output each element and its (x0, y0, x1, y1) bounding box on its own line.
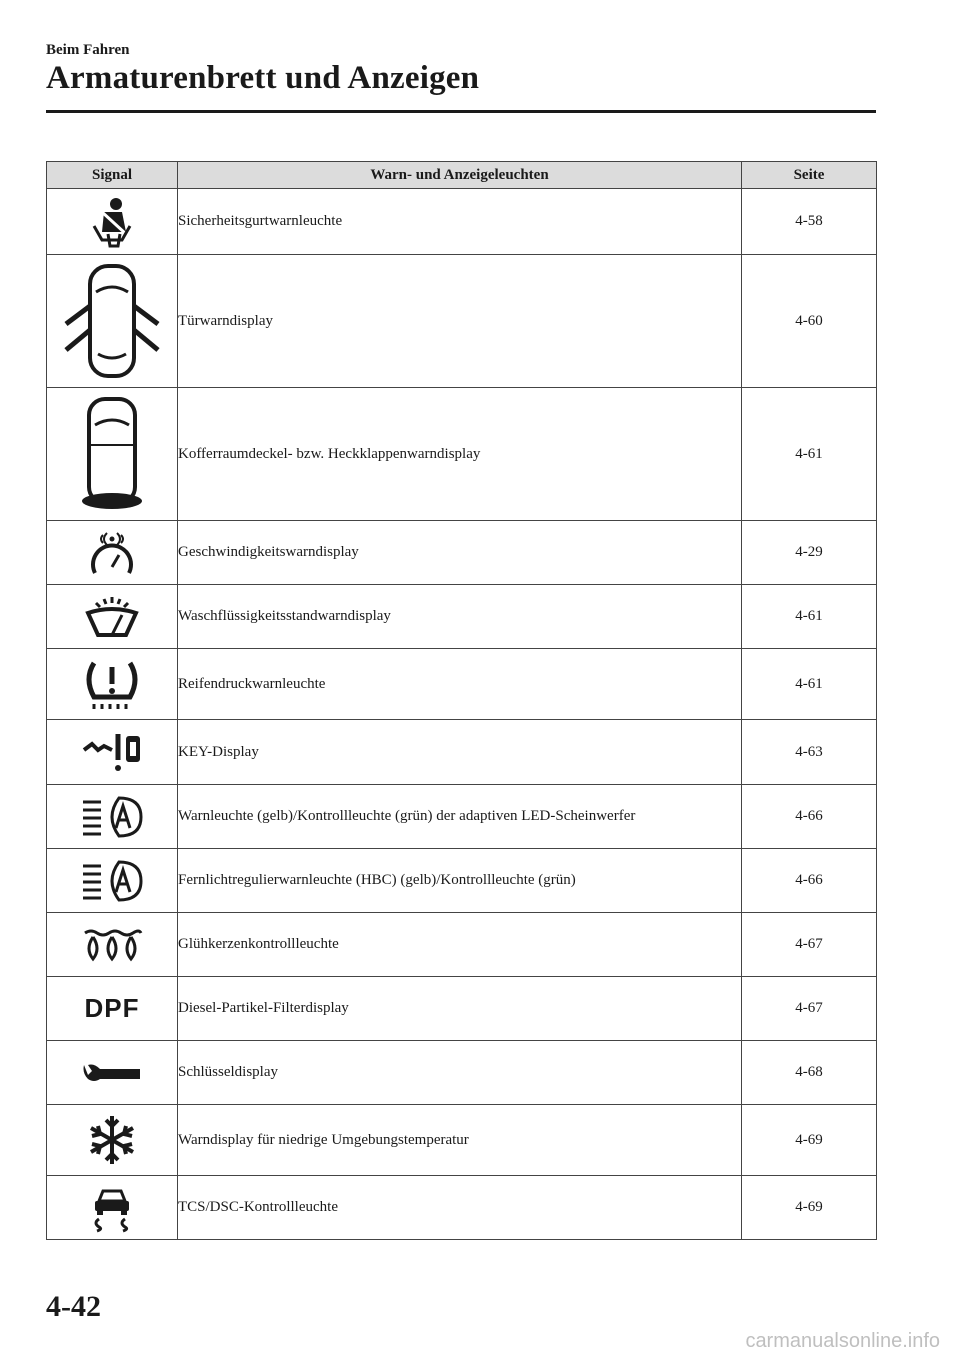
table-row (47, 977, 877, 1041)
column-header-signal: Signal (47, 162, 178, 189)
wrench-icon (80, 1057, 144, 1089)
light-name: Reifendruckwarnleuchte (178, 649, 742, 720)
page-reference: 4-61 (742, 649, 877, 720)
adaptive-headlight-icon (79, 794, 145, 840)
table-row (47, 189, 877, 255)
page-reference: 4-69 (742, 1105, 877, 1176)
light-name: Schlüsseldisplay (178, 1041, 742, 1105)
light-name: Türwarndisplay (178, 255, 742, 388)
page-reference: 4-61 (742, 585, 877, 649)
table-row (47, 649, 877, 720)
table-row (47, 1105, 877, 1176)
signal-cell (47, 1105, 178, 1176)
table-row (47, 255, 877, 388)
page-reference: 4-61 (742, 388, 877, 521)
glow-plug-icon (79, 925, 145, 965)
seatbelt-icon (82, 196, 142, 248)
signal-cell (47, 1041, 178, 1105)
page-reference: 4-66 (742, 785, 877, 849)
page-reference: 4-60 (742, 255, 877, 388)
page-reference: 4-66 (742, 849, 877, 913)
page-reference: 4-29 (742, 521, 877, 585)
table-row (47, 1041, 877, 1105)
signal-cell (47, 649, 178, 720)
page-reference: 4-68 (742, 1041, 877, 1105)
light-name: Warndisplay für niedrige Umgebungstemperatur (178, 1105, 742, 1176)
light-name: Sicherheitsgurtwarnleuchte (178, 189, 742, 255)
table-row (47, 785, 877, 849)
trunk-open-icon (77, 395, 147, 513)
table-row (47, 585, 877, 649)
speed-warning-icon (87, 527, 137, 579)
page-reference: 4-67 (742, 977, 877, 1041)
table-header-row (47, 162, 877, 189)
door-open-icon (60, 262, 164, 380)
table-row (47, 1176, 877, 1240)
table-row (47, 720, 877, 785)
title-rule (46, 110, 876, 113)
light-name: Kofferraumdeckel- bzw. Heckklappenwarndisplay (178, 388, 742, 521)
hbc-headlight-icon (79, 858, 145, 904)
section-label: Beim Fahren (46, 42, 130, 58)
traction-control-icon (87, 1183, 137, 1233)
washer-fluid-icon (82, 593, 142, 641)
light-name: Diesel-Partikel-Filterdisplay (178, 977, 742, 1041)
snowflake-icon (84, 1112, 140, 1168)
chapter-title: Armaturenbrett und Anzeigen (46, 60, 480, 96)
signal-cell (47, 977, 178, 1041)
watermark: carmanualsonline.info (745, 1330, 940, 1352)
signal-cell (47, 585, 178, 649)
signal-cell (47, 913, 178, 977)
key-icon (80, 728, 144, 776)
signal-cell (47, 388, 178, 521)
table-row (47, 521, 877, 585)
warning-lights-table (46, 161, 877, 1240)
column-header-lights: Warn- und Anzeigeleuchten (178, 162, 742, 189)
signal-cell (47, 521, 178, 585)
signal-cell (47, 785, 178, 849)
signal-cell (47, 189, 178, 255)
page-reference: 4-63 (742, 720, 877, 785)
column-header-page: Seite (742, 162, 877, 189)
light-name: Glühkerzenkontrollleuchte (178, 913, 742, 977)
signal-cell (47, 720, 178, 785)
tire-pressure-icon (82, 657, 142, 711)
light-name: Geschwindigkeitswarndisplay (178, 521, 742, 585)
signal-cell (47, 255, 178, 388)
light-name: Warnleuchte (gelb)/Kontrollleuchte (grün) der adaptiven LED-Scheinwerfer (178, 785, 742, 849)
signal-cell (47, 1176, 178, 1240)
light-name: KEY-Display (178, 720, 742, 785)
dpf-icon: DPF (84, 993, 140, 1023)
page-reference: 4-67 (742, 913, 877, 977)
table-row (47, 388, 877, 521)
signal-cell (47, 849, 178, 913)
table-row (47, 849, 877, 913)
page-reference: 4-69 (742, 1176, 877, 1240)
page-reference: 4-58 (742, 189, 877, 255)
table-row (47, 913, 877, 977)
light-name: Fernlichtregulierwarnleuchte (HBC) (gelb)/Kontrollleuchte (grün) (178, 849, 742, 913)
light-name: TCS/DSC-Kontrollleuchte (178, 1176, 742, 1240)
light-name: Waschflüssigkeitsstandwarndisplay (178, 585, 742, 649)
page-number: 4-42 (46, 1290, 101, 1323)
